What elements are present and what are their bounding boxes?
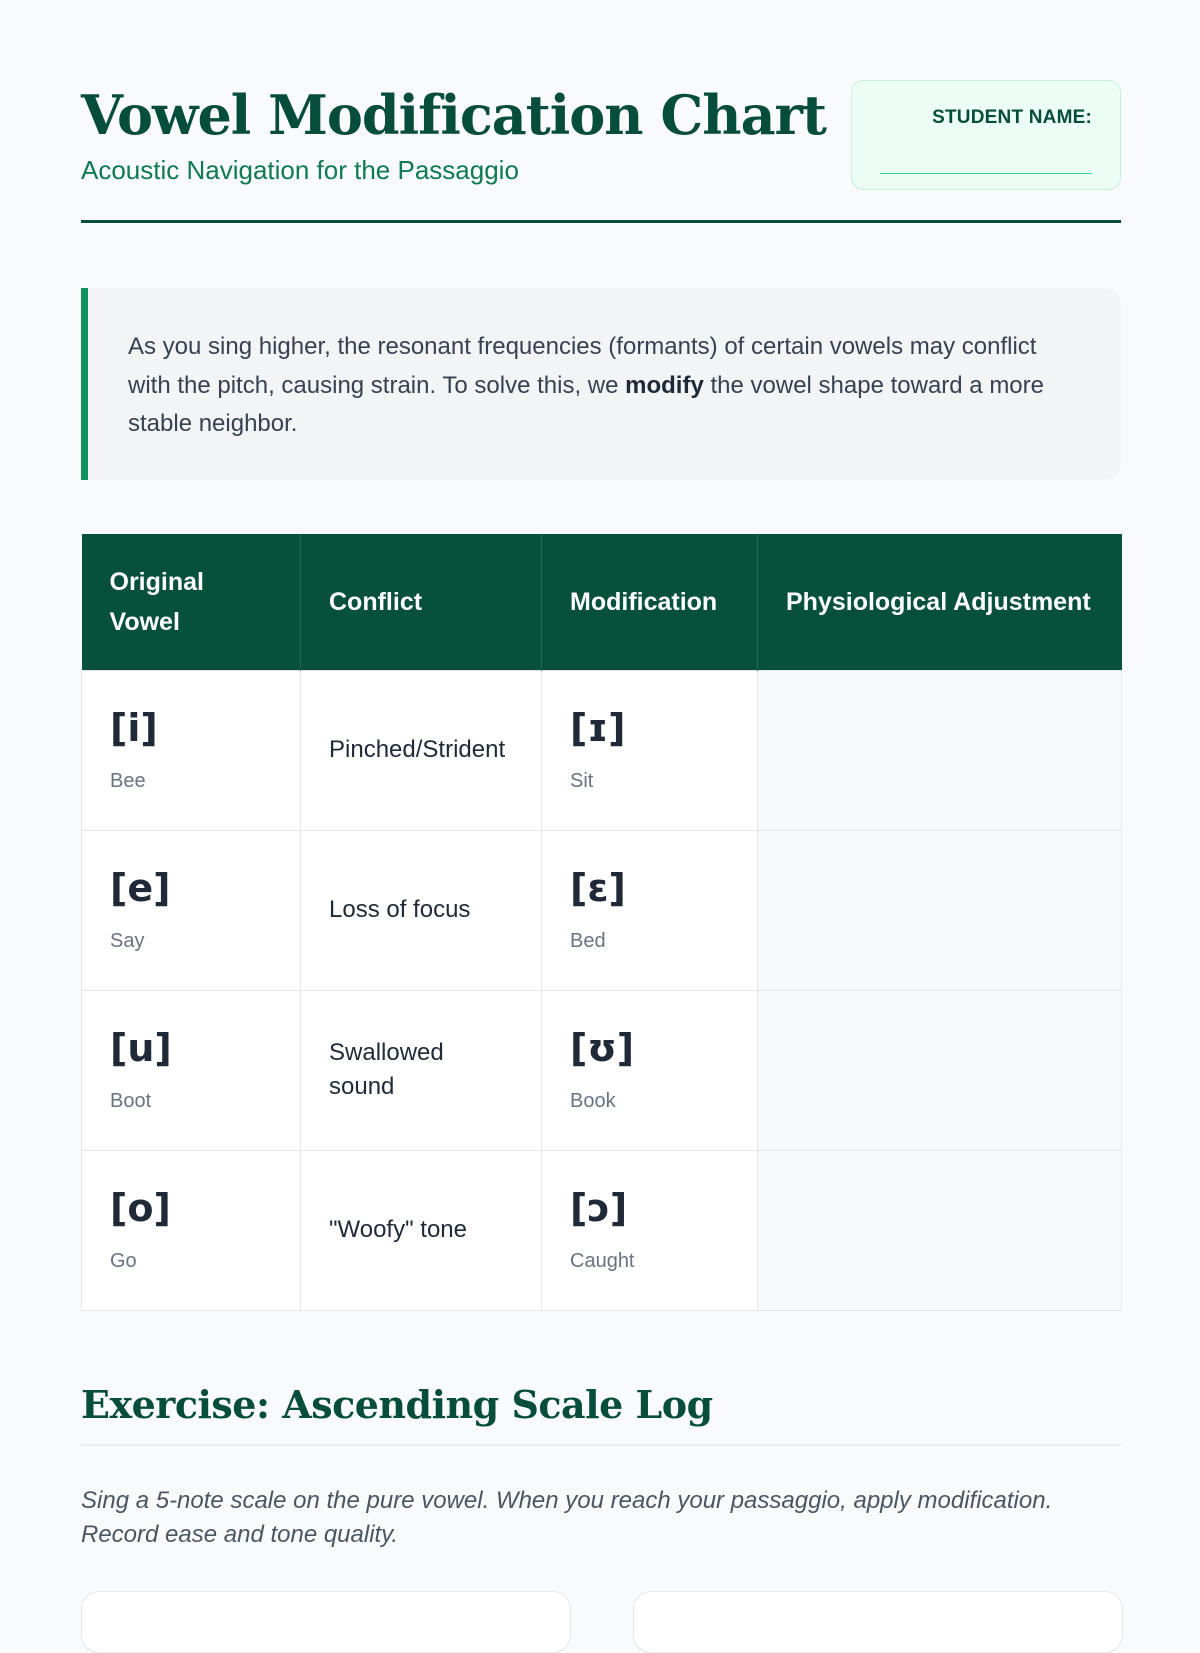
original-vowel-symbol: [o] — [110, 1186, 171, 1230]
modification-cell — [542, 830, 758, 990]
adjustment-input-cell[interactable] — [758, 830, 1122, 990]
modification-example: Bed — [570, 930, 606, 952]
vowel-table — [81, 534, 1122, 1311]
exercise-instructions: Sing a 5-note scale on the pure vowel. When you reach your passaggio, apply modification. Record ease and tone quality. — [81, 1487, 1053, 1548]
conflict-cell — [301, 1150, 542, 1310]
original-vowel-example: Boot — [110, 1090, 152, 1112]
original-vowel-example: Bee — [110, 770, 146, 792]
original-vowel-symbol: [e] — [110, 866, 171, 910]
header-physiological-adjustment: Physiological Adjustment — [758, 534, 1122, 670]
table-row — [82, 1150, 1122, 1310]
page-subtitle: Acoustic Navigation for the Passaggio — [81, 155, 519, 185]
modification-example: Caught — [570, 1250, 635, 1272]
original-vowel-cell — [82, 1150, 301, 1310]
table-header-row — [82, 534, 1122, 670]
conflict-text: "Woofy" tone — [329, 1216, 467, 1243]
conflict-text: Loss of focus — [329, 896, 471, 923]
modification-symbol: [ʊ] — [570, 1026, 635, 1070]
exercise-divider — [81, 1444, 1121, 1446]
exercise-title: Exercise: Ascending Scale Log — [81, 1382, 713, 1427]
original-vowel-example: Say — [110, 930, 145, 952]
conflict-cell — [301, 670, 542, 830]
conflict-text: Pinched/Strident — [329, 736, 506, 763]
table-row — [82, 830, 1122, 990]
header-original-vowel: Original Vowel — [82, 534, 301, 670]
student-name-label: STUDENT NAME: — [932, 107, 1092, 128]
original-vowel-symbol: [u] — [110, 1026, 172, 1070]
table-row — [82, 990, 1122, 1150]
header-conflict: Conflict — [301, 534, 542, 670]
intro-callout — [81, 288, 1121, 480]
student-name-field[interactable] — [880, 173, 1092, 174]
adjustment-input-cell[interactable] — [758, 670, 1122, 830]
conflict-cell — [301, 830, 542, 990]
original-vowel-cell — [82, 990, 301, 1150]
page-header — [81, 80, 1121, 223]
intro-text: As you sing higher, the resonant frequencies (formants) of certain vowels may conflict with the pitch, causing strain. To solve this, we modify the vowel shape toward a more stable neighbor. — [128, 333, 1044, 437]
modification-example: Sit — [570, 770, 594, 792]
original-vowel-symbol: [i] — [110, 706, 158, 750]
modification-symbol: [ɛ] — [570, 866, 626, 910]
page-title: Vowel Modification Chart — [81, 83, 826, 147]
student-name-box — [851, 80, 1121, 190]
table-row — [82, 670, 1122, 830]
modification-symbol: [ɪ] — [570, 706, 626, 750]
modification-cell — [542, 670, 758, 830]
conflict-cell — [301, 990, 542, 1150]
conflict-text: Swallowed sound — [329, 1039, 444, 1100]
header-modification: Modification — [542, 534, 758, 670]
original-vowel-cell — [82, 670, 301, 830]
scale-log-card[interactable] — [633, 1591, 1123, 1653]
scale-log-card[interactable] — [81, 1591, 571, 1653]
adjustment-input-cell[interactable] — [758, 1150, 1122, 1310]
modification-cell — [542, 990, 758, 1150]
modification-symbol: [ɔ] — [570, 1186, 628, 1230]
modification-cell — [542, 1150, 758, 1310]
modification-example: Book — [570, 1090, 616, 1112]
original-vowel-example: Go — [110, 1250, 137, 1272]
original-vowel-cell — [82, 830, 301, 990]
intro-emphasis: modify — [625, 371, 704, 399]
adjustment-input-cell[interactable] — [758, 990, 1122, 1150]
